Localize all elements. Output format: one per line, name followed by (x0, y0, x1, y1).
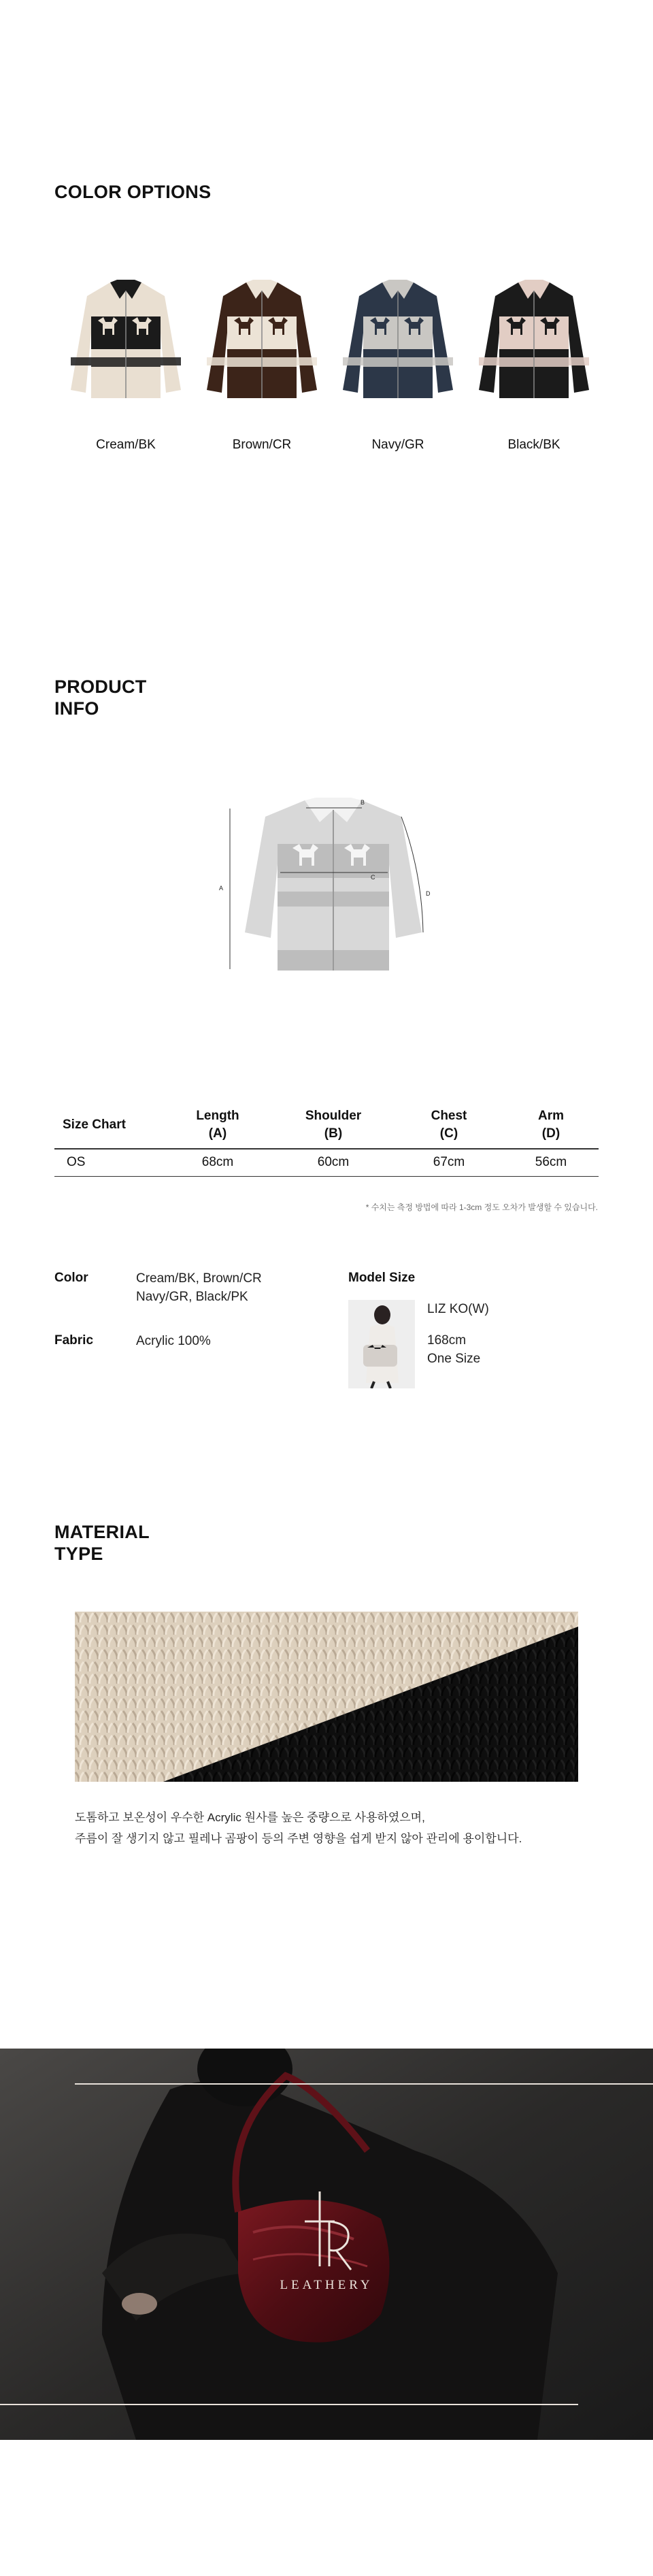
model-size: One Size (427, 1352, 481, 1366)
model-size-title: Model Size (348, 1271, 416, 1285)
size-chart-header (54, 1101, 599, 1149)
color-option-navy-gr[interactable] (337, 276, 459, 412)
color-spec-label: Color (54, 1271, 88, 1285)
length-cell: 68cm (163, 1149, 272, 1176)
material-description (75, 1807, 592, 1849)
chest-cell: 67cm (395, 1149, 503, 1176)
shoulder-header-cell: Shoulder (B) (272, 1101, 395, 1149)
cardigan-image (68, 276, 184, 402)
diagram-letter-c: C (371, 874, 375, 881)
model-photo (348, 1300, 415, 1388)
shoulder-cell: 60cm (272, 1149, 395, 1176)
color-options-row (65, 276, 595, 452)
cardigan-image (340, 276, 456, 402)
color-option-label: Brown/CR (232, 438, 292, 452)
chest-header-cell: Chest (C) (395, 1101, 503, 1149)
cardigan-diagram-image (218, 789, 449, 973)
leathery-wordmark: LEATHERY (280, 2278, 373, 2292)
diagram-letter-a: A (219, 885, 224, 892)
model-name: LIZ KO(W) (427, 1302, 489, 1316)
cardigan-image (204, 276, 320, 402)
fabric-spec-value: Acrylic 100% (136, 1334, 211, 1348)
color-spec-value: Cream/BK, Brown/CR Navy/GR, Black/PK (136, 1271, 262, 1304)
measurement-diagram (218, 789, 449, 973)
table-row (54, 1149, 599, 1176)
cardigan-image (476, 276, 592, 402)
color-option-brown-cr[interactable] (201, 276, 323, 412)
product-info-title: PRODUCT INFO (54, 676, 147, 719)
arm-cell: 56cm (503, 1149, 599, 1176)
size-chart-note: * 수치는 측정 방법에 따라 1-3cm 정도 오차가 발생할 수 있습니다. (365, 1203, 598, 1212)
fabric-spec-label: Fabric (54, 1333, 94, 1348)
color-options-title: COLOR OPTIONS (54, 182, 212, 202)
brand-banner[interactable] (0, 2049, 653, 2440)
color-option-cream-bk[interactable] (65, 276, 187, 412)
diagram-letter-b: B (361, 799, 365, 806)
arm-header-cell: Arm (D) (503, 1101, 599, 1149)
material-type-title: MATERIAL TYPE (54, 1522, 150, 1564)
color-option-label: Navy/GR (371, 438, 424, 452)
size-cell: OS (54, 1149, 163, 1176)
banner-photo (0, 2049, 653, 2440)
length-header-cell: Length (A) (163, 1101, 272, 1149)
diagram-letter-d: D (426, 890, 431, 897)
model-height: 168cm (427, 1333, 467, 1348)
color-option-label: Black/BK (507, 438, 560, 452)
material-description-line: 도톰하고 보온성이 우수한 Acrylic 원사를 높은 중량으로 사용하였으며, (75, 1811, 425, 1824)
color-option-label: Cream/BK (96, 438, 156, 452)
color-option-black-bk[interactable] (473, 276, 595, 412)
size-chart-header-cell: Size Chart (54, 1101, 163, 1149)
material-description-line: 주름이 잘 생기지 않고 필레나 곰팡이 등의 주변 영향을 쉽게 받지 않아 관리에 용이합니다. (75, 1832, 522, 1845)
size-chart-table (54, 1101, 599, 1177)
knit-texture-image (75, 1612, 578, 1782)
